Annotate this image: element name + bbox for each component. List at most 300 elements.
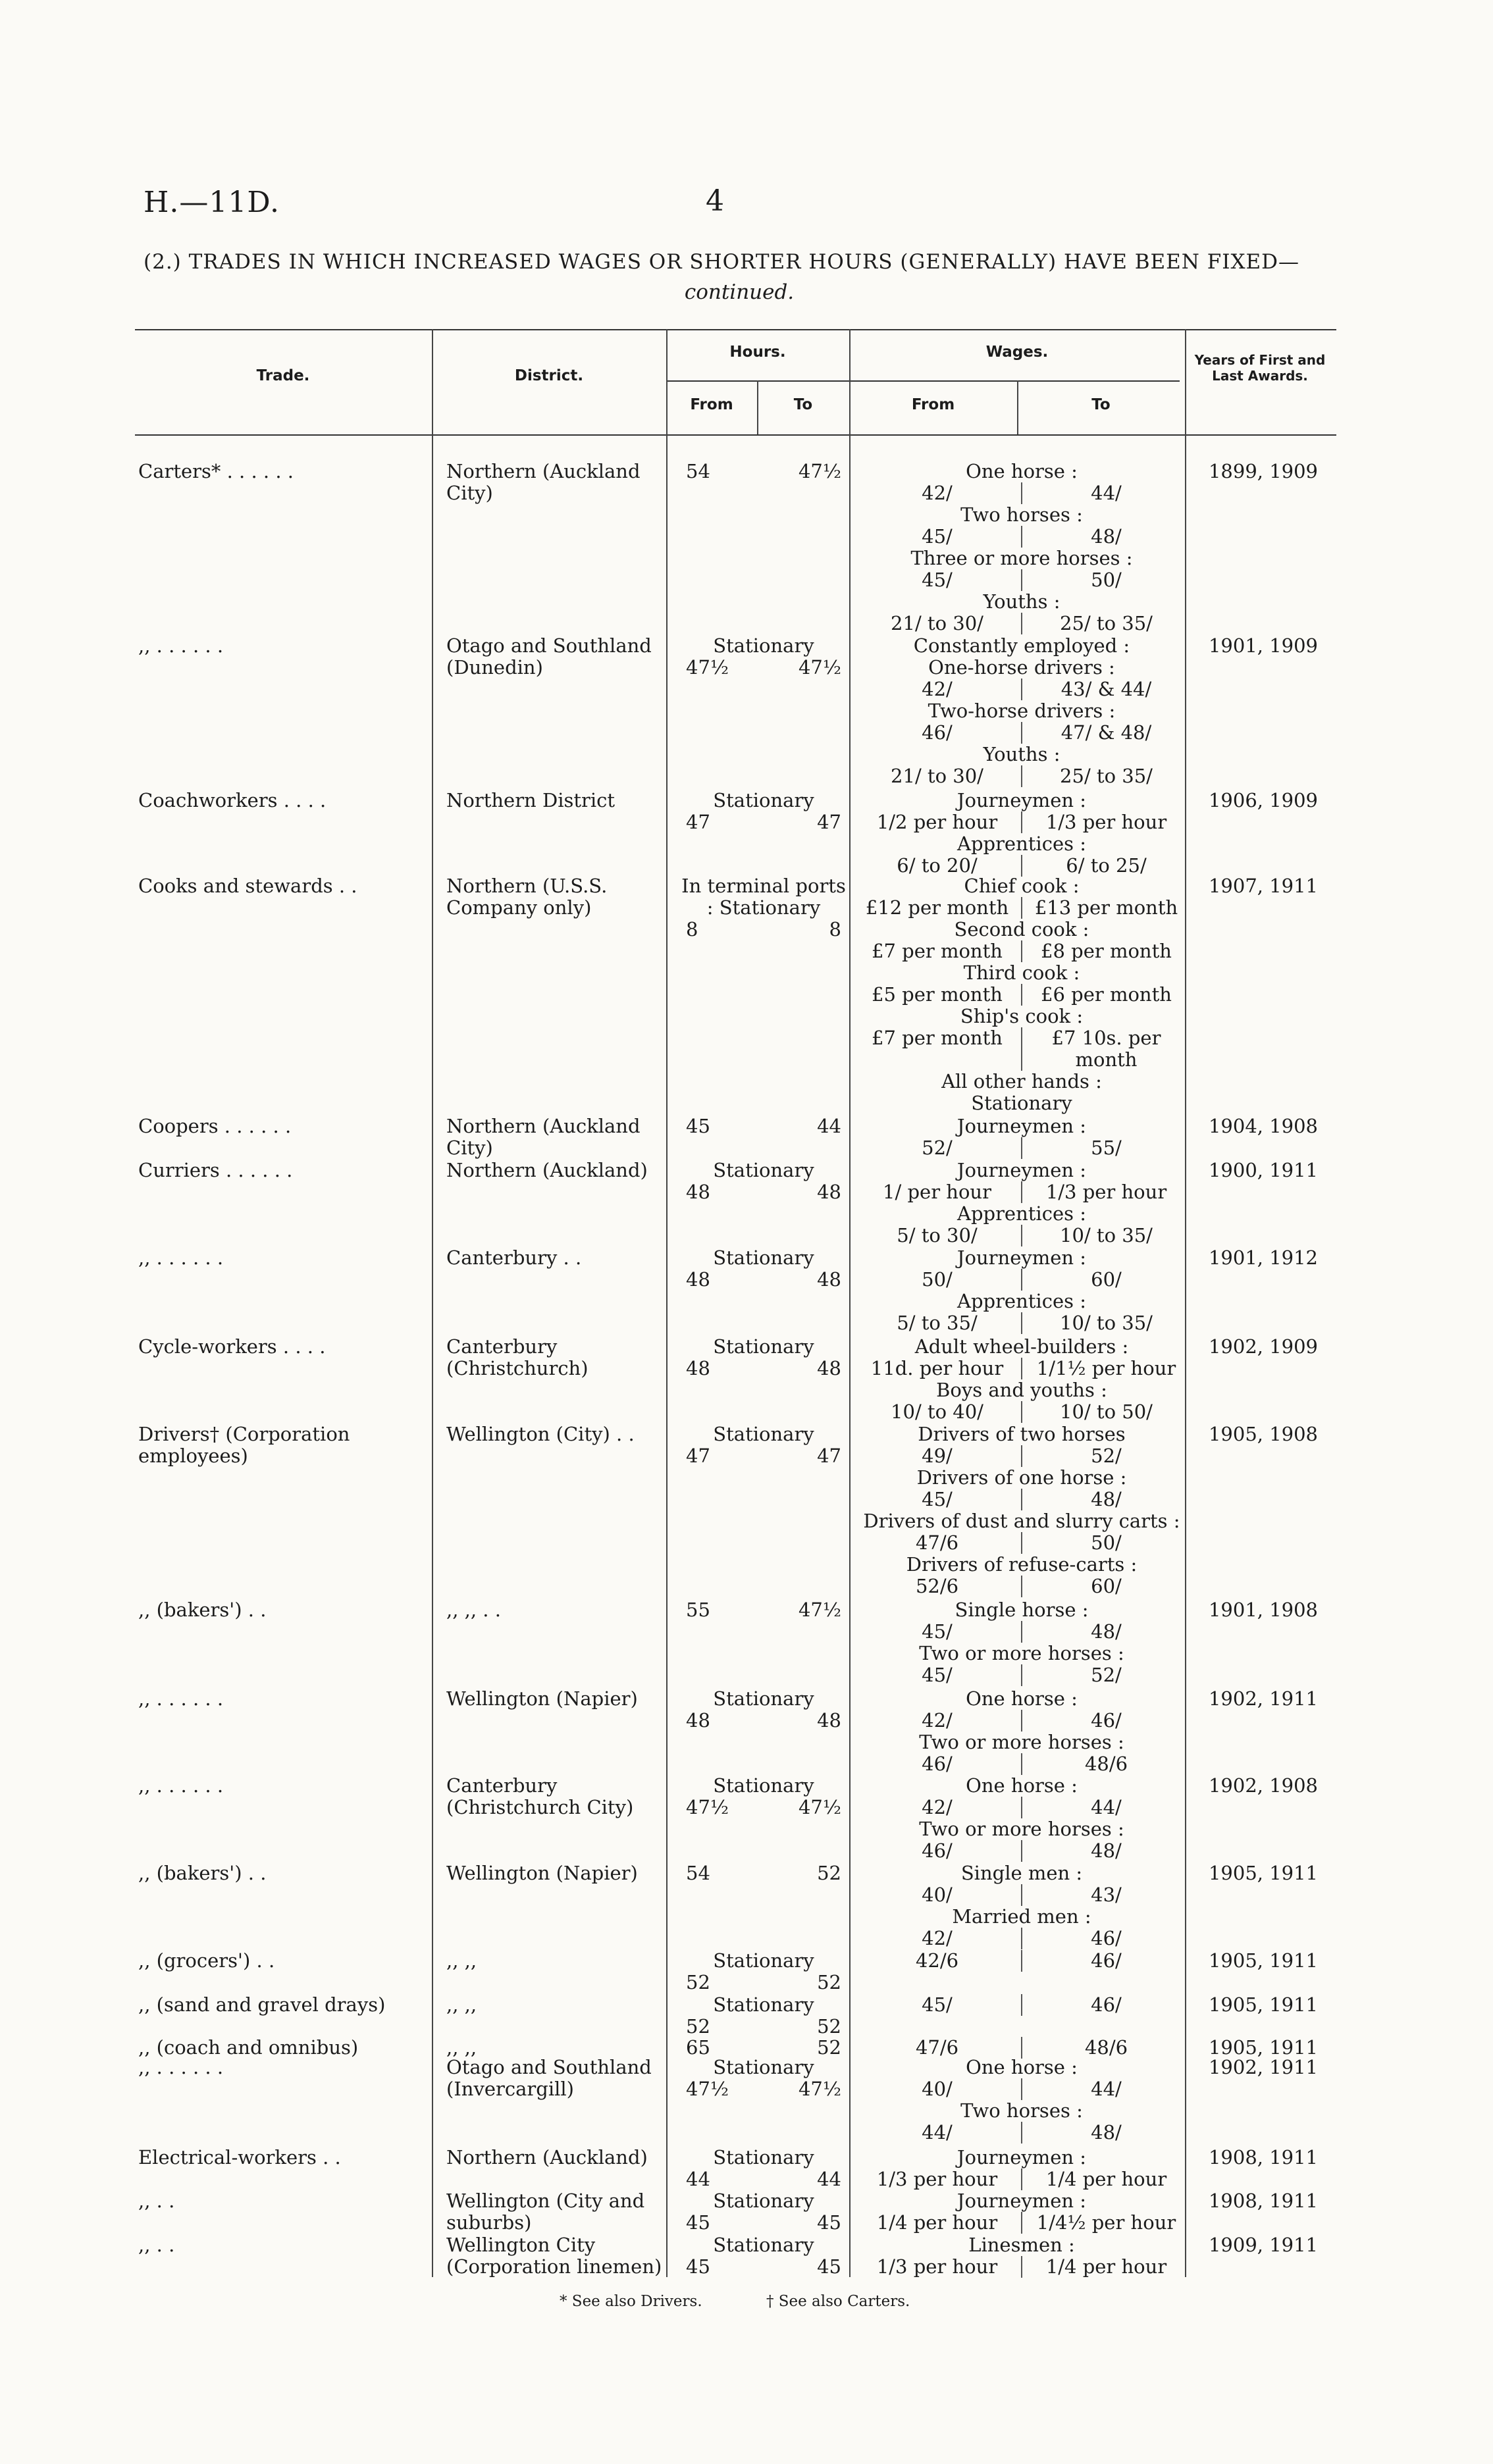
wages-cell bbox=[853, 1599, 1190, 1686]
hours-cell bbox=[678, 2190, 849, 2234]
wage-pair bbox=[853, 855, 1190, 877]
trade-cell: ,, . . bbox=[138, 2234, 175, 2256]
wage-to: 52/ bbox=[1091, 1664, 1122, 1686]
hours-from: 54 bbox=[686, 460, 710, 482]
wage-to: 6/ to 25/ bbox=[1066, 854, 1147, 877]
wage-pair bbox=[853, 2122, 1190, 2143]
years-cell: 1908, 1911 bbox=[1208, 2146, 1319, 2169]
hours-cell bbox=[678, 2234, 849, 2278]
col-divider-trade bbox=[432, 329, 433, 2277]
hours-values bbox=[678, 2256, 849, 2278]
district-cell: Northern District bbox=[446, 789, 616, 811]
wages-cell bbox=[853, 461, 1190, 634]
wage-from: 1/3 per hour bbox=[853, 2256, 1022, 2278]
wage-category-label: Constantly employed : bbox=[913, 634, 1130, 657]
wage-category-label: Adult wheel-builders : bbox=[914, 1335, 1129, 1358]
wages-cell bbox=[853, 1688, 1190, 1775]
wage-category-label: Drivers of two horses bbox=[918, 1423, 1126, 1445]
district-cell: Wellington (City and suburbs) bbox=[446, 2190, 645, 2234]
wage-to: 52/ bbox=[1091, 1445, 1122, 1467]
hours-note: Stationary bbox=[713, 2234, 814, 2256]
hours-from: 47½ bbox=[686, 1796, 729, 1818]
years-cell: 1908, 1911 bbox=[1208, 2190, 1319, 2212]
district-cell: ,, ,, bbox=[446, 1949, 477, 1972]
hours-values bbox=[678, 1972, 849, 1993]
hours-cell bbox=[678, 1775, 849, 1818]
hours-to: 52 bbox=[817, 2015, 841, 2038]
wage-pair bbox=[853, 1445, 1190, 1467]
hours-from: 48 bbox=[686, 1709, 710, 1732]
wage-category-label: Apprentices : bbox=[957, 833, 1086, 855]
wage-from: 42/ bbox=[853, 1928, 1022, 1949]
hours-cell bbox=[678, 461, 849, 482]
table-title-continued: continued. bbox=[684, 280, 795, 304]
hours-note: Stationary bbox=[713, 2146, 814, 2169]
wage-to: 48/6 bbox=[1084, 2036, 1128, 2059]
wage-category-label: Drivers of dust and slurry carts : bbox=[863, 1510, 1180, 1532]
trade-cell: Cooks and stewards . . bbox=[138, 875, 357, 897]
header-rule-subcolumns bbox=[666, 380, 1180, 382]
hours-note: Stationary bbox=[713, 2056, 814, 2078]
hours-cell bbox=[678, 875, 849, 940]
wage-to: 46/ bbox=[1091, 1709, 1122, 1732]
hours-to: 52 bbox=[817, 1862, 841, 1884]
hours-values bbox=[678, 919, 849, 940]
wage-to: £8 per month bbox=[1041, 940, 1172, 962]
wage-to: 48/ bbox=[1091, 1620, 1122, 1643]
hours-note: Stationary bbox=[713, 1335, 814, 1358]
hours-to: 45 bbox=[817, 2255, 841, 2278]
wages-cell bbox=[853, 1116, 1190, 1159]
hours-to: 44 bbox=[817, 2168, 841, 2190]
wages-cell bbox=[853, 2057, 1190, 2143]
years-cell: 1902, 1911 bbox=[1208, 2056, 1319, 2078]
wage-pair bbox=[853, 940, 1190, 962]
hours-to: 47½ bbox=[798, 656, 841, 679]
hours-note: Stationary bbox=[713, 1949, 814, 1972]
wage-from: 45/ bbox=[853, 569, 1022, 591]
wage-pair bbox=[853, 1532, 1190, 1554]
hours-to: 48 bbox=[817, 1357, 841, 1379]
hours-cell bbox=[678, 1160, 849, 1203]
wage-from: 46/ bbox=[853, 1840, 1022, 1862]
trade-cell: ,, . . . . . . bbox=[138, 1687, 224, 1710]
wage-pair bbox=[853, 1401, 1190, 1423]
wage-pair bbox=[853, 1027, 1190, 1071]
wage-from: 44/ bbox=[853, 2122, 1022, 2143]
wage-pair bbox=[853, 1225, 1190, 1246]
wages-cell bbox=[853, 1336, 1190, 1423]
hours-cell bbox=[678, 1862, 849, 1884]
trade-cell: Carters* . . . . . . bbox=[138, 460, 294, 482]
wage-category-label: Stationary bbox=[971, 1092, 1072, 1114]
trade-cell: ,, (bakers') . . bbox=[138, 1599, 267, 1621]
hours-values bbox=[678, 2212, 849, 2234]
wage-from: 40/ bbox=[853, 2078, 1022, 2100]
hours-from: 8 bbox=[686, 918, 698, 940]
hours-values bbox=[678, 1116, 849, 1137]
wages-cell bbox=[853, 2190, 1190, 2234]
hours-from: 47½ bbox=[686, 2078, 729, 2100]
hours-from: 47 bbox=[686, 811, 710, 833]
hours-to: 8 bbox=[829, 918, 841, 940]
wage-to: 46/ bbox=[1091, 1993, 1122, 2016]
wage-from: £7 per month bbox=[853, 940, 1022, 962]
wage-category-label: Journeymen : bbox=[956, 1159, 1087, 1181]
hours-values bbox=[678, 657, 849, 679]
wage-pair bbox=[853, 2169, 1190, 2190]
hours-values bbox=[678, 1862, 849, 1884]
table-title bbox=[144, 250, 1335, 304]
wage-to: £6 per month bbox=[1041, 983, 1172, 1006]
wage-category-label: Journeymen : bbox=[956, 1246, 1087, 1269]
wage-to: 48/ bbox=[1091, 2121, 1122, 2143]
wage-pair bbox=[853, 526, 1190, 548]
wage-pair bbox=[853, 811, 1190, 833]
wage-pair bbox=[853, 1753, 1190, 1775]
hours-values bbox=[678, 1269, 849, 1291]
hours-to: 45 bbox=[817, 2211, 841, 2234]
wage-pair bbox=[853, 679, 1190, 700]
wage-pair bbox=[853, 897, 1190, 919]
years-cell: 1907, 1911 bbox=[1208, 875, 1319, 897]
hours-to: 44 bbox=[817, 1115, 841, 1137]
document-reference: H.—11D. bbox=[144, 186, 280, 219]
wage-category-label: Married men : bbox=[952, 1905, 1091, 1928]
col-header-district: District. bbox=[514, 367, 584, 384]
wage-pair bbox=[853, 2256, 1190, 2278]
district-cell: Wellington (Napier) bbox=[446, 1862, 638, 1884]
hours-cell bbox=[678, 2057, 849, 2100]
hours-note: Stationary bbox=[713, 789, 814, 811]
wage-to: 44/ bbox=[1091, 1796, 1122, 1818]
wage-from: 11d. per hour bbox=[853, 1358, 1022, 1379]
hours-note: In terminal ports : Stationary bbox=[681, 875, 846, 919]
hours-to: 48 bbox=[817, 1268, 841, 1291]
years-cell: 1904, 1908 bbox=[1208, 1115, 1319, 1137]
trade-cell: Curriers . . . . . . bbox=[138, 1159, 293, 1181]
hours-cell bbox=[678, 790, 849, 833]
col-header-wages: Wages. bbox=[985, 344, 1049, 361]
wage-from: 42/ bbox=[853, 1797, 1022, 1818]
trade-cell: ,, (grocers') . . bbox=[138, 1949, 275, 1972]
wage-pair bbox=[853, 1928, 1190, 1949]
wage-pair bbox=[853, 1358, 1190, 1379]
wage-pair bbox=[853, 722, 1190, 744]
wage-to: 1/3 per hour bbox=[1045, 811, 1167, 833]
hours-values bbox=[678, 461, 849, 482]
hours-from: 54 bbox=[686, 1862, 710, 1884]
wage-category-label: Linesmen : bbox=[968, 2234, 1075, 2256]
hours-cell bbox=[678, 2147, 849, 2190]
years-cell: 1905, 1911 bbox=[1208, 1993, 1319, 2016]
wage-from: 21/ to 30/ bbox=[853, 765, 1022, 787]
district-cell: Northern (U.S.S. Company only) bbox=[446, 875, 608, 919]
hours-values bbox=[678, 1181, 849, 1203]
wage-from: 46/ bbox=[853, 722, 1022, 744]
trade-cell: ,, . . . . . . bbox=[138, 1246, 224, 1269]
hours-cell bbox=[678, 635, 849, 679]
hours-to: 48 bbox=[817, 1181, 841, 1203]
wage-from: 45/ bbox=[853, 1664, 1022, 1686]
table-title-main: (2.) TRADES IN WHICH INCREASED WAGES OR SHORTER HOURS (GENERALLY) HAVE BEEN FIXED— bbox=[144, 250, 1300, 274]
years-cell: 1901, 1908 bbox=[1208, 1599, 1319, 1621]
wage-from: 50/ bbox=[853, 1269, 1022, 1291]
col-header-trade: Trade. bbox=[256, 367, 310, 384]
wage-pair bbox=[853, 482, 1190, 504]
wage-pair bbox=[853, 765, 1190, 787]
wage-category-label: Single men : bbox=[960, 1862, 1083, 1884]
hours-from: 48 bbox=[686, 1268, 710, 1291]
wages-cell bbox=[853, 1424, 1190, 1597]
page-number: 4 bbox=[706, 184, 724, 218]
trade-cell: ,, . . . . . . bbox=[138, 2056, 224, 2078]
wage-from: 45/ bbox=[853, 526, 1022, 548]
hours-note: Stationary bbox=[713, 1993, 814, 2016]
wage-category-label: Journeymen : bbox=[956, 2146, 1087, 2169]
wage-category-label: One horse : bbox=[966, 1687, 1078, 1710]
wages-cell bbox=[853, 1862, 1190, 1949]
wage-to: 46/ bbox=[1091, 1927, 1122, 1949]
hours-from: 55 bbox=[686, 1599, 710, 1621]
trade-cell: ,, (sand and gravel drays) bbox=[138, 1993, 386, 2016]
hours-from: 44 bbox=[686, 2168, 710, 2190]
wage-to: 1/4 per hour bbox=[1045, 2168, 1167, 2190]
wage-category-label: Youths : bbox=[983, 743, 1061, 765]
wage-pair bbox=[853, 1797, 1190, 1818]
hours-from: 45 bbox=[686, 2211, 710, 2234]
hours-values bbox=[678, 1710, 849, 1732]
wage-pair bbox=[853, 1884, 1190, 1906]
wage-category-label: Two-horse drivers : bbox=[928, 700, 1116, 722]
wage-pair bbox=[853, 2212, 1190, 2234]
hours-to: 52 bbox=[817, 1971, 841, 1993]
header-rule-top bbox=[135, 329, 1336, 330]
wage-pair bbox=[853, 1489, 1190, 1510]
district-cell: ,, ,, . . bbox=[446, 1599, 501, 1621]
wages-cell bbox=[853, 1247, 1190, 1334]
wages-cell bbox=[853, 1160, 1190, 1246]
wage-pair bbox=[853, 1137, 1190, 1159]
wage-from: 21/ to 30/ bbox=[853, 613, 1022, 634]
wage-from: 10/ to 40/ bbox=[853, 1401, 1022, 1423]
wage-to: 55/ bbox=[1091, 1137, 1122, 1159]
hours-values bbox=[678, 2169, 849, 2190]
years-cell: 1901, 1909 bbox=[1208, 634, 1319, 657]
hours-to: 47½ bbox=[798, 2078, 841, 2100]
hours-cell bbox=[678, 1424, 849, 1467]
wage-pair bbox=[853, 2078, 1190, 2100]
district-cell: ,, ,, bbox=[446, 1993, 477, 2016]
hours-cell bbox=[678, 1950, 849, 1993]
wages-cell bbox=[853, 2234, 1190, 2278]
wage-to: 1/1½ per hour bbox=[1036, 1357, 1176, 1379]
wage-to: 48/6 bbox=[1084, 1753, 1128, 1775]
years-cell: 1909, 1911 bbox=[1208, 2234, 1319, 2256]
wage-from: 5/ to 30/ bbox=[853, 1225, 1022, 1246]
years-cell: 1906, 1909 bbox=[1208, 789, 1319, 811]
wage-to: 44/ bbox=[1091, 2078, 1122, 2100]
wage-pair bbox=[853, 1181, 1190, 1203]
wage-from: 6/ to 20/ bbox=[853, 855, 1022, 877]
col-divider-hours bbox=[849, 329, 851, 2277]
wage-pair bbox=[853, 1664, 1190, 1686]
years-cell: 1902, 1909 bbox=[1208, 1335, 1319, 1358]
wage-pair bbox=[853, 984, 1190, 1006]
wages-cell bbox=[853, 635, 1190, 787]
years-cell: 1899, 1909 bbox=[1208, 460, 1319, 482]
hours-cell bbox=[678, 1116, 849, 1137]
wage-from: £5 per month bbox=[853, 984, 1022, 1006]
wage-from: 5/ to 35/ bbox=[853, 1312, 1022, 1334]
hours-from: 47½ bbox=[686, 656, 729, 679]
wage-from: 45/ bbox=[853, 1489, 1022, 1510]
trade-cell: Coachworkers . . . . bbox=[138, 789, 327, 811]
wage-from: 40/ bbox=[853, 1884, 1022, 1906]
years-cell: 1905, 1911 bbox=[1208, 1862, 1319, 1884]
col-header-wages-from: From bbox=[911, 396, 955, 413]
hours-cell bbox=[678, 1336, 849, 1379]
hours-values bbox=[678, 1797, 849, 1818]
wage-category-label: Journeymen : bbox=[956, 2190, 1087, 2212]
wage-to: 43/ & 44/ bbox=[1061, 678, 1152, 700]
wage-to: 10/ to 50/ bbox=[1060, 1400, 1153, 1423]
wage-to: 43/ bbox=[1091, 1884, 1122, 1906]
hours-cell bbox=[678, 1247, 849, 1291]
hours-to: 48 bbox=[817, 1709, 841, 1732]
col-header-hours-from: From bbox=[690, 396, 733, 413]
wage-from: 42/ bbox=[853, 482, 1022, 504]
wages-cell bbox=[853, 875, 1190, 1114]
wage-to: 50/ bbox=[1091, 1531, 1122, 1554]
district-cell: Canterbury . . bbox=[446, 1246, 582, 1269]
wage-pair bbox=[853, 1710, 1190, 1732]
wage-category-label: Third cook : bbox=[963, 962, 1080, 984]
district-cell: Canterbury (Christchurch) bbox=[446, 1335, 589, 1379]
district-cell: Northern (Auckland) bbox=[446, 1159, 648, 1181]
wage-category-label: Journeymen : bbox=[956, 1115, 1087, 1137]
district-cell: Wellington (Napier) bbox=[446, 1687, 638, 1710]
wage-category-label: Apprentices : bbox=[957, 1202, 1086, 1225]
hours-from: 45 bbox=[686, 2255, 710, 2278]
wage-category-label: Chief cook : bbox=[964, 875, 1080, 897]
trade-cell: Cycle-workers . . . . bbox=[138, 1335, 326, 1358]
wage-from: £12 per month bbox=[853, 897, 1022, 919]
wage-to: 25/ to 35/ bbox=[1060, 612, 1153, 634]
wages-cell bbox=[853, 790, 1190, 877]
hours-from: 52 bbox=[686, 1971, 710, 1993]
years-cell: 1902, 1911 bbox=[1208, 1687, 1319, 1710]
col-header-hours-to: To bbox=[793, 396, 813, 413]
hours-from: 47 bbox=[686, 1445, 710, 1467]
district-cell: Wellington (City) . . bbox=[446, 1423, 635, 1445]
wage-from: 45/ bbox=[853, 1994, 1022, 2016]
wage-to: 48/ bbox=[1091, 525, 1122, 548]
hours-note: Stationary bbox=[713, 1423, 814, 1445]
wage-category-label: Single horse : bbox=[955, 1599, 1089, 1621]
wage-to: 10/ to 35/ bbox=[1060, 1312, 1153, 1334]
hours-values bbox=[678, 1599, 849, 1621]
hours-from: 52 bbox=[686, 2015, 710, 2038]
wage-category-label: Two or more horses : bbox=[919, 1731, 1124, 1753]
years-cell: 1905, 1908 bbox=[1208, 1423, 1319, 1445]
wage-category-label: One-horse drivers : bbox=[928, 656, 1115, 679]
trade-cell: Drivers† (Corporation employees) bbox=[138, 1423, 350, 1467]
hours-note: Stationary bbox=[713, 1246, 814, 1269]
years-cell: 1900, 1911 bbox=[1208, 1159, 1319, 1181]
hours-values bbox=[678, 811, 849, 833]
hours-to: 47½ bbox=[798, 1796, 841, 1818]
trade-cell: ,, . . . . . . bbox=[138, 634, 224, 657]
wage-category-label: Journeymen : bbox=[956, 789, 1087, 811]
wage-category-label: Two horses : bbox=[960, 2099, 1083, 2122]
wage-category-label: One horse : bbox=[966, 1774, 1078, 1797]
hours-values bbox=[678, 2078, 849, 2100]
wage-to: 48/ bbox=[1091, 1488, 1122, 1510]
wage-from: 42/ bbox=[853, 679, 1022, 700]
wage-to: 60/ bbox=[1091, 1268, 1122, 1291]
hours-to: 47 bbox=[817, 811, 841, 833]
wage-to: £7 10s. per month bbox=[1051, 1027, 1161, 1071]
district-cell: Wellington City (Corporation linemen) bbox=[446, 2234, 662, 2278]
hours-values bbox=[678, 1358, 849, 1379]
wage-pair bbox=[853, 1950, 1190, 1972]
wage-to: 60/ bbox=[1091, 1575, 1122, 1597]
hours-note: Stationary bbox=[713, 1687, 814, 1710]
wages-cell bbox=[853, 1775, 1190, 1862]
wage-category-label: Boys and youths : bbox=[936, 1379, 1107, 1401]
wage-to: 1/3 per hour bbox=[1045, 1181, 1167, 1203]
hours-values bbox=[678, 1445, 849, 1467]
trade-cell: ,, (coach and omnibus) bbox=[138, 2036, 359, 2059]
wage-to: £13 per month bbox=[1034, 896, 1178, 919]
hours-cell bbox=[678, 1599, 849, 1621]
wage-category-label: Second cook : bbox=[954, 918, 1089, 940]
wages-cell bbox=[853, 1994, 1190, 2016]
wage-category-label: Two or more horses : bbox=[919, 1818, 1124, 1840]
wage-category-label: One horse : bbox=[966, 2056, 1078, 2078]
years-cell: 1905, 1911 bbox=[1208, 1949, 1319, 1972]
wage-category-label: Youths : bbox=[983, 590, 1061, 613]
wage-from: 45/ bbox=[853, 1621, 1022, 1643]
district-cell: Northern (Auckland) bbox=[446, 2146, 648, 2169]
wage-from: 47/6 bbox=[853, 2037, 1022, 2059]
hours-from: 48 bbox=[686, 1181, 710, 1203]
wage-pair bbox=[853, 1269, 1190, 1291]
wage-category-label: All other hands : bbox=[941, 1070, 1102, 1092]
col-header-years: Years of First and Last Awards. bbox=[1194, 352, 1326, 384]
wage-category-label: One horse : bbox=[966, 460, 1078, 482]
footnote: * See also Drivers. bbox=[560, 2293, 702, 2310]
hours-note: Stationary bbox=[713, 634, 814, 657]
wage-to: 1/4 per hour bbox=[1045, 2255, 1167, 2278]
wage-to: 48/ bbox=[1091, 1839, 1122, 1862]
wage-from: 1/ per hour bbox=[853, 1181, 1022, 1203]
trade-cell: ,, . . . . . . bbox=[138, 1774, 224, 1797]
wage-from: 46/ bbox=[853, 1753, 1022, 1775]
wage-category-label: Drivers of one horse : bbox=[916, 1466, 1127, 1489]
header-rule-bottom bbox=[135, 434, 1336, 436]
wages-cell bbox=[853, 1950, 1190, 1972]
hours-cell bbox=[678, 1994, 849, 2038]
trade-cell: ,, . . bbox=[138, 2190, 175, 2212]
col-divider-district bbox=[666, 329, 668, 2277]
wage-to: 25/ to 35/ bbox=[1060, 765, 1153, 787]
trade-cell: Coopers . . . . . . bbox=[138, 1115, 292, 1137]
wage-from: 1/2 per hour bbox=[853, 811, 1022, 833]
wage-category-label: Drivers of refuse-carts : bbox=[906, 1553, 1138, 1576]
wage-from: 49/ bbox=[853, 1445, 1022, 1467]
